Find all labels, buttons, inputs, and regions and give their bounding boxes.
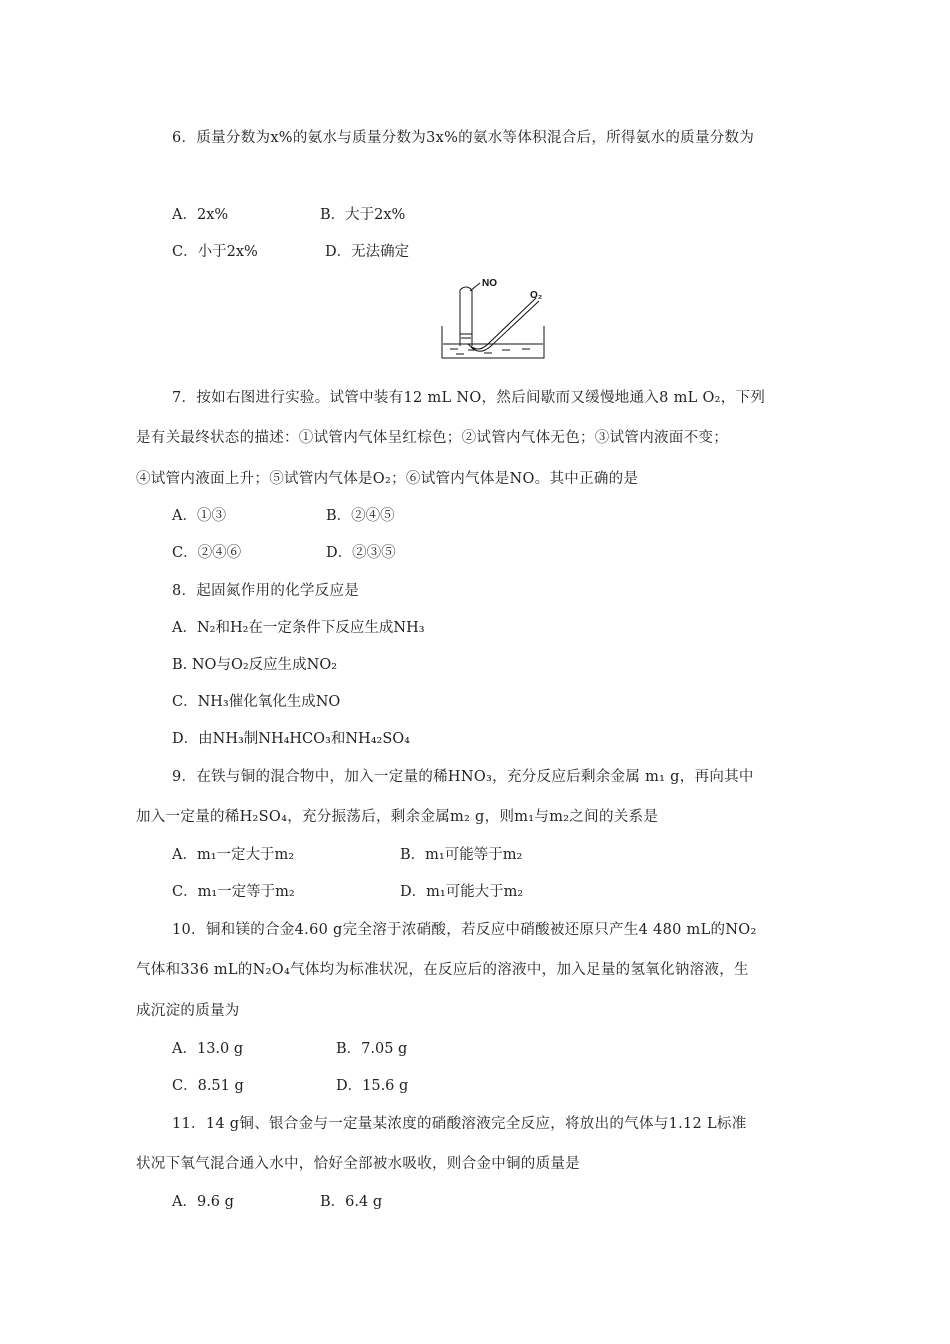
q9-option-a: A．m₁一定大于m₂	[172, 847, 295, 863]
q7-option-b: B．②④⑤	[326, 508, 395, 524]
q10-line-1: 10．铜和镁的合金4.60 g完全溶于浓硝酸，若反应中硝酸被还原只产生4 480 mL的NO₂	[172, 922, 757, 938]
q8-option-c: C．NH₃催化氧化生成NO	[172, 694, 341, 710]
q9-line-2: 加入一定量的稀H₂SO₄，充分振荡后，剩余金属m₂ g，则m₁与m₂之间的关系是	[136, 809, 659, 825]
q8-option-b: B. NO与O₂反应生成NO₂	[172, 657, 338, 673]
q10-option-c: C．8.51 g	[172, 1078, 244, 1094]
q8-stem: 8．起固氮作用的化学反应是	[172, 583, 360, 599]
q6-option-b: B．大于2x%	[320, 207, 406, 223]
q7-option-d: D．②③⑤	[326, 545, 396, 561]
experiment-figure	[438, 274, 560, 362]
q6-stem: 6．质量分数为x%的氨水与质量分数为3x%的氨水等体积混合后，所得氨水的质量分数为	[172, 130, 755, 146]
q10-option-a: A．13.0 g	[172, 1041, 244, 1057]
q8-option-a: A．N₂和H₂在一定条件下反应生成NH₃	[172, 620, 425, 636]
q7-line-3: ④试管内液面上升；⑤试管内气体是O₂；⑥试管内气体是NO。其中正确的是	[136, 471, 639, 487]
water-trough	[442, 326, 544, 358]
label-o2: O₂	[530, 290, 543, 301]
q10-line-3: 成沉淀的质量为	[136, 1003, 240, 1019]
no-leader-line	[470, 283, 480, 291]
q9-line-1: 9．在铁与铜的混合物中，加入一定量的稀HNO₃，充分反应后剩余金属 m₁ g，再向其中	[172, 769, 754, 785]
q9-option-b: B．m₁可能等于m₂	[400, 847, 523, 863]
delivery-tube	[468, 298, 539, 351]
q9-option-d: D．m₁可能大于m₂	[400, 884, 524, 900]
q7-option-a: A．①③	[172, 508, 226, 524]
q11-line-1: 11．14 g铜、银合金与一定量某浓度的硝酸溶液完全反应，将放出的气体与1.12 L标准	[172, 1116, 747, 1132]
q10-option-d: D．15.6 g	[336, 1078, 409, 1094]
q7-line-2: 是有关最终状态的描述：①试管内气体呈红棕色；②试管内气体无色；③试管内液面不变；	[136, 430, 728, 446]
q6-option-d: D．无法确定	[325, 244, 410, 260]
q7-option-c: C．②④⑥	[172, 545, 242, 561]
q8-option-d: D．由NH₃制NH₄HCO₃和NH₄₂SO₄	[172, 731, 410, 747]
test-tube	[460, 287, 472, 346]
q11-option-a: A．9.6 g	[172, 1194, 234, 1210]
q10-option-b: B．7.05 g	[336, 1041, 408, 1057]
q11-line-2: 状况下氧气混合通入水中，恰好全部被水吸收，则合金中铜的质量是	[136, 1156, 580, 1172]
label-no: NO	[482, 278, 497, 289]
q9-option-c: C．m₁一定等于m₂	[172, 884, 295, 900]
q7-line-1: 7．按如右图进行实验。试管中装有12 mL NO，然后间歇而又缓慢地通入8 mL O₂，下列	[172, 390, 766, 406]
q11-option-b: B．6.4 g	[320, 1194, 383, 1210]
q6-option-c: C．小于2x%	[172, 244, 258, 260]
q10-line-2: 气体和336 mL的N₂O₄气体均为标准状况，在反应后的溶液中，加入足量的氢氧化钠溶液，生	[136, 962, 749, 978]
q6-option-a: A．2x%	[172, 207, 229, 223]
